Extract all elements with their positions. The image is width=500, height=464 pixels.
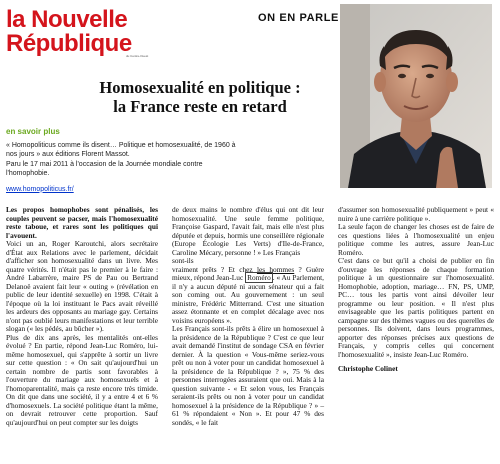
body-paragraph [172, 206, 324, 257]
related-line-4: l'homophobie. [6, 170, 50, 178]
text-run: sont-ils [172, 256, 194, 265]
body-paragraph [172, 266, 324, 326]
logo-subtitle: du Centre-Ouest [126, 54, 149, 58]
website-link[interactable]: www.homopoliticus.fr/ [6, 185, 74, 193]
body-paragraph: C'est dans ce but qu'il a choisi de publier en fin d'ouvrage les réponses de chaque formation politique à un questionnaire sur l'homosexualité. Homophobie, adoption, mariage… FN, PS, UMP, PC… tous les partis vont ainsi dévoiler leur programme ou leur position. « Il n'est plus envisageable que les partis politiques partent en campagne sur des thèmes vagues ou des querelles de personnes. Ils doivent, dans leurs programmes, apporter des réponses précises aux questions de Français, y compris celles qui concernent l'homosexualité », insiste Jean-Luc Roméro. [338, 256, 494, 359]
article-headline [80, 78, 320, 116]
underlined-word: les hommes [256, 264, 295, 274]
body-paragraph: d'assumer son homosexualité publiquement » peut « nuire à une carrière politique ». [338, 205, 494, 223]
section-label: ON EN PARLE [258, 12, 339, 24]
headline-line-1: Homosexualité en politique : [99, 78, 301, 97]
article-column-3 [338, 206, 494, 374]
logo-line-1: la Nouvelle [6, 6, 128, 33]
boxed-word: Roméro [247, 273, 271, 282]
body-paragraph: Voici un an, Roger Karoutchi, alors secrétaire d'État aux Relations avec le parlement, décidait d'afficher son homosexualité dans un livre. Mes quatre vérités. Il n'était pas le premier à le faire : André Labarrère, maire PS de Pau ou Bertrand Delanoë avaient fait leur « outing » (révélation en public de leur identité sexuelle) en 1998. C'était à l'époque où la loi instituant le Pacs avait réveillé les ardeurs des opposants au mariage gay. Certains n'ont pas oublié leurs manifestations et leur terrible slogan (« les pédés, au bûcher »). [6, 239, 158, 333]
related-info [6, 141, 291, 194]
text-run: de deux mains le nombre d'élus qui ont dit leur homosexualité. Une seule femme politique, Françoise Gaspard, l'avait fait, mais elle n'est plus députée et depuis, hormis une conseillère régionale (Europe Écologie Les Verts) d'Ile-de-France, Caroline Mécary, personne ! » Les Français [172, 205, 324, 257]
lead-paragraph: Les propos homophobes sont pénalisés, les couples peuvent se pacser, mais l'homosexualité reste taboue, et rares sont les politiques qui l'avouent. [6, 205, 158, 240]
author-byline: Christophe Colinet [338, 364, 398, 373]
portrait-photo [340, 4, 492, 188]
text-run: vraiment prêts ? Et chez [172, 264, 253, 274]
body-paragraph: La seule façon de changer les choses est de faire de ces questions liées à l'homosexualité un enjeu politique comme les autres, assure Jean-Luc Roméro. [338, 222, 494, 257]
newspaper-logo [6, 8, 206, 58]
related-line-1: « Homopoliticus comme ils disent… Politique et homosexualité, de 1960 à [6, 142, 236, 149]
headline-line-2: la France reste en retard [113, 97, 287, 116]
related-line-3: Paru le 17 mai 2011 à l'occasion de la Journée mondiale contre [6, 160, 203, 168]
article-column-2 [172, 206, 324, 427]
logo-line-2: République [6, 30, 132, 57]
related-label: en savoir plus [6, 127, 60, 136]
article-column-1 [6, 206, 158, 427]
body-paragraph: Les Français sont-ils prêts à élire un homosexuel à la présidence de la République ? C'est ce que leur avait demandé l'institut de sondage CSA en février dernier. À la question « Vous-même seriez-vous prêt ou non à voter pour un candidat homosexuel à la présidence de la République ? », 75 % des personnes interrogées assuraient que oui. Mais à la question suivante - « Et selon vous, les Français seraient-ils prêts ou non à voter pour un candidat homosexuel à la présidence de la République ? » – 61 % répondaient « Non ». Et pour 47 % des sondés, « le fait [172, 324, 324, 427]
related-line-2: nos jours » aux éditions Florent Massot. [6, 151, 130, 159]
text-run: . « Au Parlement, il n'y a aucun député ni aucun sénateur qui a fait son coming out. Au gouvernement : un seul ministre, Frédéric Mitterrand. C'est une situation assez étonnante et en complet décalage avec nos voisins européens ». [172, 273, 324, 325]
body-paragraph: Plus de dix ans après, les mentalités ont-elles évolué ? En partie, répond Jean-Luc Roméro, lui-même homosexuel, qui s'apprête à sortir un livre sur cette question : « On sait qu'aujourd'hui un certain nombre de partis sont favorables à l'ouverture du mariage aux homosexuels et à l'homoparentalité, mais ça reste encore très timide. On dit que dans une société, il y a entre 4 et 6 % d'homosexuels. La société politique étant la même, on devrait retrouver cette proportion. Sauf qu'aujourd'hui on peut compter sur les doigts [6, 332, 158, 427]
text-run: ? Guère mieux, répond Jean-Luc [172, 264, 324, 282]
